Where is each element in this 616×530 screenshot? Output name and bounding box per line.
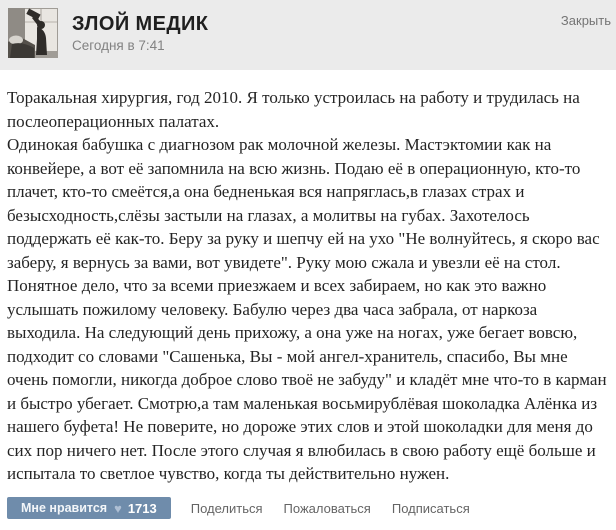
like-button-label: Мне нравится <box>21 501 108 515</box>
heart-icon: ♥ <box>114 500 122 516</box>
like-count: 1713 <box>127 500 157 516</box>
post-text <box>0 70 616 494</box>
post-header <box>0 0 616 70</box>
share-link[interactable]: Поделиться <box>190 500 263 516</box>
post-paragraph: Одинокая бабушка с диагнозом рак молочной железы. Мастэктомии как на конвейере, а вот её запомнила на всю жизнь. Подаю её в операционную, кто-то плачет, кто-то смеётся,а она бедненькая вся напряглась,в глазах страх и безысходность,слёзы застыли на глазах, а молитвы на губах. Захотелось поддержать её как-то. Беру за руку и шепчу ей на ухо "Не волнуйтесь, я скоро вас заберу, я вернусь за вами, вот увидете". Руку мою сжала и увезли её на стол. Понятное дело, что за всеми приезжаем и всех забираем, но как это важно услышать пожилому человеку. Бабулю через два часа забрала, от наркоза выходила. На следующий день прихожу, а она уже на ногах, уже бегает вовсю, подходит со словами "Сашенька, Вы - мой ангел-хранитель, спасибо, Вы мне очень помогли, никогда доброе слово твоё не забуду" и кладёт мне что-то в карман и быстро убегает. Смотрю,а там маленькая восьмирублёвая шоколадка Алёнка из нашего буфета! Не поверите, но дороже этих слов и этой шоколадки для меня до сих пор ничего нет. После этого случая я влюбилась в свою работу ещё больше и испытала то светлое чувство, когда ты действительно нужен. <box>7 135 607 483</box>
post-paragraph: Торакальная хирургия, год 2010. Я только устроилась на работу и трудилась на послеоперационных палатах. <box>7 88 580 131</box>
like-button[interactable] <box>7 497 171 519</box>
post-actions <box>7 497 470 519</box>
subscribe-link[interactable]: Подписаться <box>391 500 470 516</box>
header-text <box>72 13 208 54</box>
close-link[interactable]: Закрыть <box>560 13 611 28</box>
avatar-photo <box>8 8 58 58</box>
report-link[interactable]: Пожаловаться <box>283 500 371 516</box>
post-date: Сегодня в 7:41 <box>72 38 165 53</box>
community-name[interactable]: ЗЛОЙ МЕДИК <box>72 13 209 35</box>
community-avatar[interactable] <box>8 8 58 58</box>
